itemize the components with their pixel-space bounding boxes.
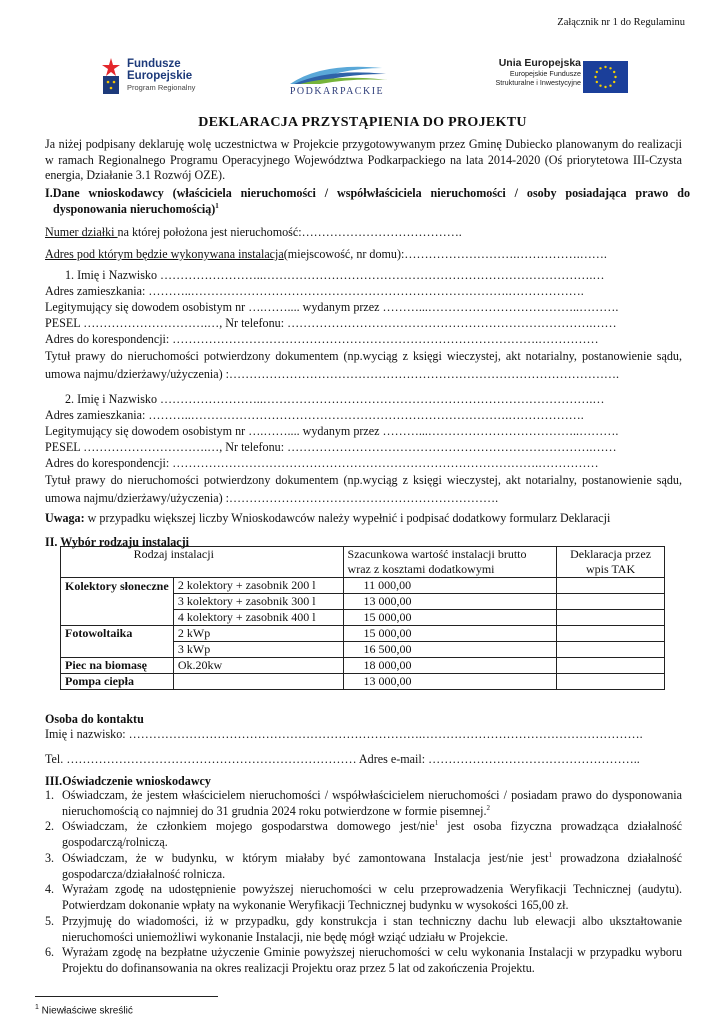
- item-text: Oświadczam, że w budynku, w którym miałaby być zamontowana Instalacja jest/nie jest: [62, 850, 549, 865]
- declaration-cell[interactable]: [557, 578, 665, 594]
- contact-phone-email-line: Tel. ……………………………………………………………… Adres e-mail: ……………………………………………..: [45, 752, 640, 766]
- ue-line3: Strukturalne i Inwestycyjne: [495, 78, 581, 87]
- document-title: DEKLARACJA PRZYSTĄPIENIA DO PROJEKTU: [198, 115, 527, 130]
- table-row: [61, 658, 665, 674]
- item-text: jest osoba fizyczna prowadząca działalność gospodarczą/rolniczą.: [62, 819, 682, 850]
- declarations-list: [45, 788, 682, 977]
- fe-line2: Europejskie: [127, 70, 193, 82]
- variant-cell: 3 kWp: [173, 642, 343, 658]
- declaration-cell[interactable]: [557, 626, 665, 642]
- variant-cell: 2 kolektory + zasobnik 200 l: [173, 578, 343, 594]
- note-label: Uwaga:: [45, 511, 85, 525]
- mountains-icon: [282, 58, 392, 86]
- intro-paragraph: Ja niżej podpisany deklaruję wolę uczestnictwa w Projekcie przygotowywanym przez Gminę Dubiecko planowanym do realizacji w ramach Regionalnego Programu Operacyjnego Województwa Podkarpackiego na lata 2014-2020 (Oś priorytetowa III-Czysta energia, Działanie 3.1 Rozwój OZE).: [45, 137, 682, 183]
- table-row: [61, 626, 665, 642]
- declaration-cell[interactable]: [557, 594, 665, 610]
- podkarpackie-name: PODKARPACKIE: [289, 86, 385, 97]
- value-cell: 16 500,00: [343, 642, 557, 658]
- declaration-cell[interactable]: [557, 658, 665, 674]
- fundusze-europejskie-logo: [100, 56, 210, 98]
- variant-cell: Ok.20kw: [173, 658, 343, 674]
- variant-cell: [173, 674, 343, 690]
- list-item: [45, 882, 682, 913]
- plot-rest: na której położona jest nieruchomość:………………………………….: [117, 225, 462, 239]
- applicant2-id: Legitymujący się dowodem osobistym nr ….…….... wydanym przez ………...………………………………..……….: [45, 424, 619, 438]
- declaration-cell[interactable]: [557, 674, 665, 690]
- podkarpackie-logo: [282, 58, 392, 98]
- list-item: [45, 945, 682, 976]
- plot-number-line: [45, 225, 682, 241]
- category-cell: Kolektory słoneczne: [61, 578, 174, 626]
- item-text: Wyrażam zgodę na udostępnienie powyższej nieruchomości w celu przeprowadzenia Weryfikacji Technicznej (audytu). Potwierdzam dokonanie wpłaty na wykonanie Weryfikacji Technicznej budynku w wysokości 165,00 zł.: [62, 882, 682, 913]
- section3-heading: III.Oświadczenie wnioskodawcy: [45, 774, 211, 788]
- item-text: Oświadczam, że członkiem mojego gospodarstwa domowego jest/nie: [62, 819, 435, 834]
- category-cell: Fotowoltaika: [61, 626, 174, 658]
- attachment-label: Załącznik nr 1 do Regulaminu: [557, 17, 685, 28]
- section1-heading-sup: 1: [215, 201, 219, 210]
- value-cell: 15 000,00: [343, 610, 557, 626]
- note-text: w przypadku większej liczby Wnioskodawców należy wypełnić i podpisać dodatkowy formularz Deklaracji: [84, 511, 611, 525]
- list-item: [45, 851, 682, 882]
- item-sup: 1: [548, 850, 552, 859]
- applicant2-pesel: PESEL ………………………….…, Nr telefonu: ………………………………………………………………….……: [45, 440, 617, 454]
- table-header-row: [61, 547, 665, 578]
- footnote-text: Niewłaściwe skreślić: [38, 1005, 133, 1017]
- list-item: [45, 819, 682, 850]
- col-value-header: Szacunkowa wartość instalacji brutto wraz z kosztami dodatkowymi: [343, 547, 557, 578]
- applicant1-correspondence: Adres do korespondencji: ……………………………………………………………………………….……………: [45, 332, 599, 346]
- applicant1-residence: Adres zamieszkania: ………..…………………………………………………………………….……………….: [45, 284, 584, 298]
- item-sup: 2: [486, 803, 491, 812]
- item-text: Przyjmuję do wiadomości, iż w przypadku, gdy konstrukcja i stan techniczny dachu lub elewacji albo ukształtowanie nieruchomości uniemożliwi wykonanie Instalacji, nie będę mógł wziąć udziału w Projekcie.: [62, 913, 682, 944]
- table-row: [61, 674, 665, 690]
- applicant1-pesel: PESEL ………………………….…, Nr telefonu: ………………………………………………………………….……: [45, 316, 617, 330]
- value-cell: 13 000,00: [343, 594, 557, 610]
- fe-line3: Program Regionalny: [127, 83, 196, 92]
- item-sup: 1: [434, 819, 439, 828]
- item-text: Wyrażam zgodę na bezpłatne użyczenie Gminie powyższej nieruchomości w celu wykonania Instalacji w przypadku wyboru Projektu do dofinansowania na okres realizacji Projektu oraz przez 5 lat od zakończenia Projektu.: [62, 945, 682, 975]
- installation-address-rest: (miejscowość, nr domu):……………………….…………….…….: [283, 247, 607, 261]
- installation-table: [60, 546, 665, 690]
- list-item: [45, 914, 682, 945]
- footnote: [35, 1003, 133, 1017]
- value-cell: 11 000,00: [343, 578, 557, 594]
- applicant1-title: Tytuł prawy do nieruchomości potwierdzony dokumentem (np.wyciąg z księgi wieczystej, akt notarialny, postanowienie sądu, umowa najmu/dzierżawy/użyczenia) :…………………………………………………………………………………….: [45, 349, 682, 381]
- value-cell: 15 000,00: [343, 626, 557, 642]
- declaration-cell[interactable]: [557, 610, 665, 626]
- section1-heading: [45, 186, 690, 217]
- unia-europejska-logo: [478, 56, 628, 98]
- applicant2-title: Tytuł prawy do nieruchomości potwierdzony dokumentem (np.wyciąg z księgi wieczystej, akt notarialny, postanowienie sądu, umowa najmu/dzierżawy/użyczenia) :………………………………………………………….: [45, 473, 682, 505]
- note-line: [45, 511, 682, 527]
- ue-line2: Europejskie Fundusze: [509, 69, 581, 78]
- declaration-cell[interactable]: [557, 642, 665, 658]
- item-number: 2.: [45, 819, 55, 834]
- applicant1-name: 1. Imię i Nazwisko ……………………..……………………………………………………………………….…: [65, 268, 605, 282]
- ue-line1: Unia Europejska: [498, 57, 581, 69]
- plot-label: Numer działki: [45, 225, 118, 239]
- item-number: 3.: [45, 850, 55, 865]
- category-cell: Pompa ciepła: [61, 674, 174, 690]
- eu-flag-icon: [583, 61, 628, 93]
- list-item: [45, 788, 682, 819]
- applicant2-name: 2. Imię i Nazwisko ……………………..……………………………………………………………………….…: [65, 392, 605, 406]
- item-number: 6.: [45, 945, 55, 960]
- item-text: Oświadczam, że jestem właścicielem nieruchomości / współwłaścicielem nieruchomości / posiadam prawo do dysponowania nieruchomością co najmniej do 31 grudnia 2024 roku potwierdzone w formie pisemnej.: [62, 788, 682, 818]
- applicant2-correspondence: Adres do korespondencji: ……………………………………………………………………………….……………: [45, 456, 599, 470]
- installation-address-label: Adres pod którym będzie wykonywana instalacja: [45, 247, 284, 261]
- item-number: 4.: [45, 882, 55, 897]
- footnote-mark: 1: [35, 1004, 39, 1011]
- item-text: prowadzona działalność gospodarcza/działalność rolnicza.: [62, 850, 682, 881]
- item-number: 5.: [45, 913, 55, 928]
- item-number: 1.: [45, 788, 55, 802]
- contact-name-line: Imię i nazwisko: ……………………………………………………………….……………………………………………….: [45, 727, 643, 741]
- table-row: [61, 578, 665, 594]
- applicant2-residence: Adres zamieszkania: ………..…………………………………………………………………….……………….: [45, 408, 584, 422]
- contact-heading: Osoba do kontaktu: [45, 712, 144, 726]
- section2-heading: II. Wybór rodzaju instalacji: [45, 535, 190, 549]
- category-cell: Piec na biomasę: [61, 658, 174, 674]
- footnote-divider: [35, 996, 218, 997]
- col-declaration-header: Deklaracja przez wpis TAK: [557, 547, 665, 578]
- value-cell: 18 000,00: [343, 658, 557, 674]
- section1-heading-text: I.Dane wnioskodawcy (właściciela nieruchomości / współwłaściciela nieruchomości / osoby posiadająca prawo do dysponowania nieruchomością): [45, 186, 690, 216]
- fe-star-icon: [100, 56, 122, 96]
- installation-address-line: [45, 247, 682, 263]
- variant-cell: 3 kolektory + zasobnik 300 l: [173, 594, 343, 610]
- variant-cell: 2 kWp: [173, 626, 343, 642]
- value-cell: 13 000,00: [343, 674, 557, 690]
- col-type-header: Rodzaj instalacji: [61, 547, 344, 578]
- variant-cell: 4 kolektory + zasobnik 400 l: [173, 610, 343, 626]
- applicant1-id: Legitymujący się dowodem osobistym nr ….…….... wydanym przez ………...………………………………..……….: [45, 300, 619, 314]
- fe-line1: Fundusze: [127, 58, 181, 70]
